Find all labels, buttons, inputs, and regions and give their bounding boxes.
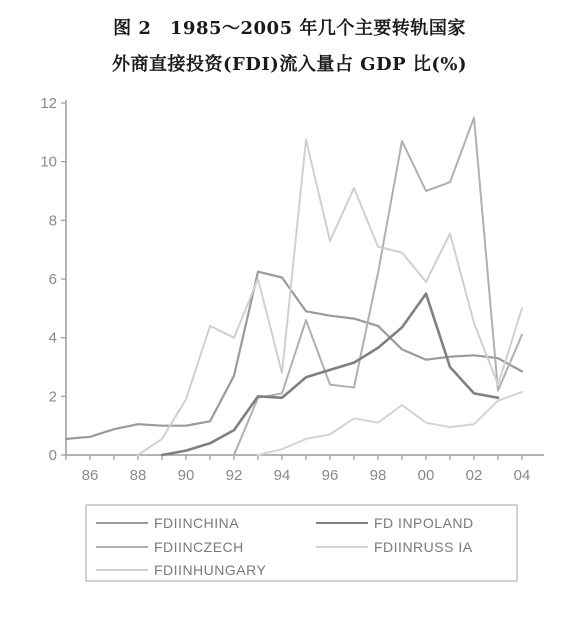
x-axis	[66, 455, 530, 484]
chart-title-line1: 图 2 1985～2005 年几个主要转轨国家	[113, 18, 466, 39]
y-tick-label: 2	[48, 388, 57, 406]
x-tick-label: 86	[81, 467, 99, 484]
y-tick-label: 12	[40, 95, 57, 112]
legend-label: FD INPOLAND	[374, 515, 474, 531]
y-tick-label: 0	[48, 447, 57, 464]
legend-label: FDIINHUNGARY	[154, 562, 267, 578]
series-layer	[66, 118, 522, 455]
series-line-2	[138, 140, 522, 455]
legend	[86, 505, 517, 581]
y-axis	[40, 95, 66, 464]
legend-label: FDIINRUSS IA	[374, 539, 473, 555]
x-tick-label: 96	[321, 467, 339, 484]
x-tick-label: 94	[273, 467, 291, 484]
y-tick-label: 8	[48, 212, 57, 230]
x-tick-label: 98	[369, 467, 387, 484]
y-tick-label: 4	[48, 329, 57, 347]
legend-label: FDIINCZECH	[154, 539, 244, 555]
x-tick-label: 88	[129, 467, 147, 484]
series-line-3	[162, 294, 498, 455]
x-tick-label: 90	[177, 467, 195, 484]
x-tick-label: 92	[225, 467, 243, 484]
series-line-1	[234, 118, 522, 455]
x-tick-label: 04	[513, 467, 531, 484]
y-tick-label: 10	[40, 153, 57, 171]
series-line-4	[258, 392, 522, 455]
y-tick-label: 6	[48, 271, 57, 288]
x-tick-label: 02	[465, 467, 483, 484]
legend-label: FDIINCHINA	[154, 515, 240, 531]
x-tick-label: 00	[417, 467, 435, 484]
chart-title-line2: 外商直接投资(FDI)流入量占 GDP 比(%)	[111, 54, 468, 75]
